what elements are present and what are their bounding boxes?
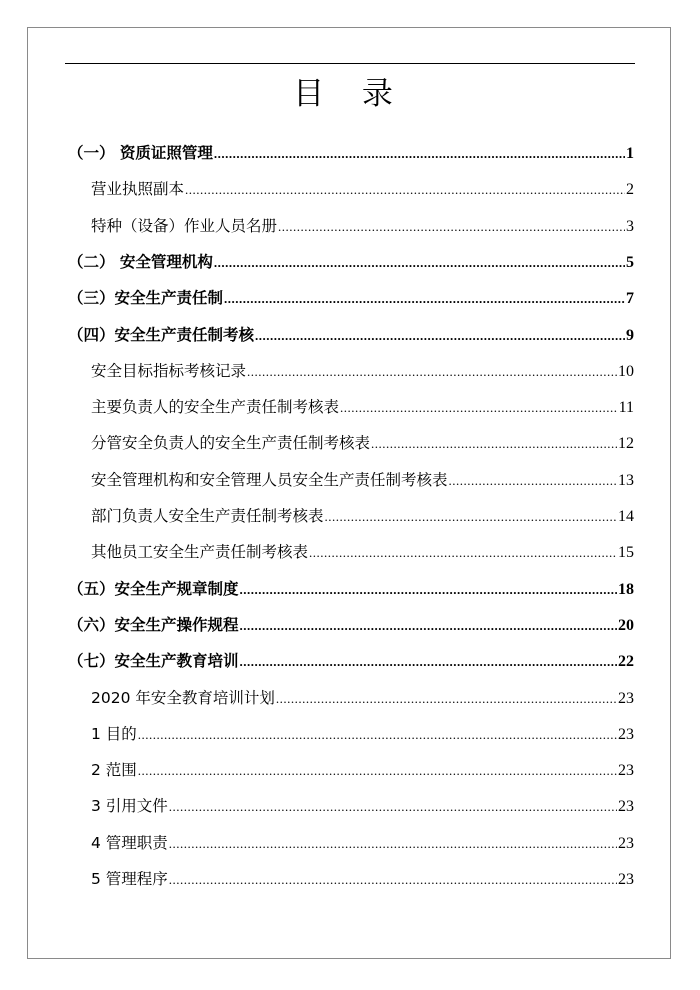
toc-page-number: 18	[618, 580, 634, 598]
toc-page-number: 20	[618, 616, 634, 634]
toc-page-number: 23	[618, 762, 634, 780]
toc-dot-leader	[185, 182, 625, 198]
toc-dot-leader	[138, 727, 617, 743]
toc-page-number: 7	[626, 290, 634, 308]
toc-page-number: 12	[618, 435, 634, 453]
toc-dot-leader	[449, 473, 617, 489]
toc-subentry[interactable]	[91, 504, 634, 530]
toc-entry-label: 分管安全负责人的安全生产责任制考核表	[91, 434, 371, 453]
toc-subentry[interactable]	[91, 468, 634, 494]
toc-subentry[interactable]	[91, 686, 634, 712]
toc-page-number: 23	[618, 798, 634, 816]
toc-dot-leader	[278, 219, 625, 235]
toc-entry-label: 3 引用文件	[91, 797, 168, 816]
toc-entry-label: 部门负责人安全生产责任制考核表	[91, 507, 324, 525]
toc-page-number: 10	[618, 362, 634, 380]
toc-section-entry[interactable]	[68, 577, 634, 603]
toc-subentry[interactable]	[91, 540, 634, 566]
toc-subentry[interactable]	[91, 395, 634, 421]
toc-dot-leader	[240, 582, 617, 598]
toc-dot-leader	[371, 436, 617, 452]
toc-entry-label: （六）安全生产操作规程	[68, 615, 239, 634]
toc-dot-leader	[169, 872, 617, 888]
toc-entry-label: （七）安全生产教育培训	[68, 652, 239, 671]
toc-entry-label: 安全目标指标考核记录	[91, 361, 247, 380]
toc-subentry[interactable]	[91, 177, 634, 203]
toc-entry-label: （二） 安全管理机构	[68, 252, 213, 271]
toc-entry-label: 其他员工安全生产责任制考核表	[91, 543, 309, 562]
toc-dot-leader	[255, 328, 625, 344]
toc-subentry[interactable]	[91, 758, 634, 784]
toc-subentry[interactable]	[91, 794, 634, 820]
toc-page-number: 15	[618, 544, 634, 562]
toc-dot-leader	[276, 691, 617, 707]
toc-page-number: 23	[618, 689, 634, 707]
toc-entry-label: 安全管理机构和安全管理人员安全生产责任制考核表	[91, 470, 448, 489]
toc-page-number: 23	[618, 871, 634, 888]
toc-dot-leader	[340, 400, 618, 416]
toc-dot-leader	[214, 255, 625, 271]
toc-dot-leader	[138, 763, 617, 779]
toc-entry-label: （五）安全生产规章制度	[68, 579, 239, 598]
toc-entry-label: 5 管理程序	[91, 870, 168, 888]
header-rule	[65, 63, 635, 64]
toc-dot-leader	[169, 799, 617, 815]
toc-page-number: 9	[626, 326, 634, 344]
toc-page-number: 14	[618, 508, 634, 525]
toc-entry-label: 主要负责人的安全生产责任制考核表	[91, 398, 340, 417]
toc-section-entry[interactable]	[68, 250, 634, 276]
toc-page-number: 23	[618, 834, 634, 852]
toc-page-number: 1	[626, 145, 634, 162]
toc-page-number: 11	[618, 399, 634, 417]
toc-dot-leader	[224, 291, 625, 307]
toc-entry-label: 4 管理职责	[91, 833, 168, 852]
toc-entry-label: 特种（设备）作业人员名册	[91, 216, 278, 235]
toc-entry-label: 1 目的	[91, 724, 137, 743]
toc-subentry[interactable]	[91, 359, 634, 385]
toc-dot-leader	[309, 545, 617, 561]
toc-subentry[interactable]	[91, 431, 634, 457]
toc-page-number: 13	[618, 471, 634, 489]
toc-entry-label: 2020 年安全教育培训计划	[91, 688, 275, 707]
toc-page-number: 2	[626, 181, 634, 199]
toc-section-entry[interactable]	[68, 613, 634, 639]
toc-page-number: 22	[618, 653, 634, 671]
toc-section-entry[interactable]	[68, 141, 634, 167]
toc-entry-label: （四）安全生产责任制考核	[68, 325, 255, 344]
toc-subentry[interactable]	[91, 722, 634, 748]
toc-entry-label: （一） 资质证照管理	[68, 144, 213, 162]
toc-title: 目 录	[293, 76, 407, 112]
toc-section-entry[interactable]	[68, 286, 634, 312]
toc-section-entry[interactable]	[68, 323, 634, 349]
toc-entry-label: 营业执照副本	[91, 180, 185, 199]
toc-dot-leader	[214, 146, 625, 162]
toc-page-number: 3	[626, 217, 634, 235]
toc-page-number: 5	[626, 253, 634, 271]
toc-page-number: 23	[618, 725, 634, 743]
toc-dot-leader	[240, 654, 617, 670]
toc-subentry[interactable]	[91, 831, 634, 857]
toc-dot-leader	[240, 618, 617, 634]
toc-dot-leader	[169, 836, 617, 852]
toc-subentry[interactable]	[91, 214, 634, 240]
toc-subentry[interactable]	[91, 867, 634, 893]
toc-entry-label: 2 范围	[91, 761, 137, 780]
toc-dot-leader	[247, 364, 617, 380]
toc-entry-label: （三）安全生产责任制	[68, 289, 224, 308]
toc-section-entry[interactable]	[68, 649, 634, 675]
toc-dot-leader	[325, 509, 617, 525]
